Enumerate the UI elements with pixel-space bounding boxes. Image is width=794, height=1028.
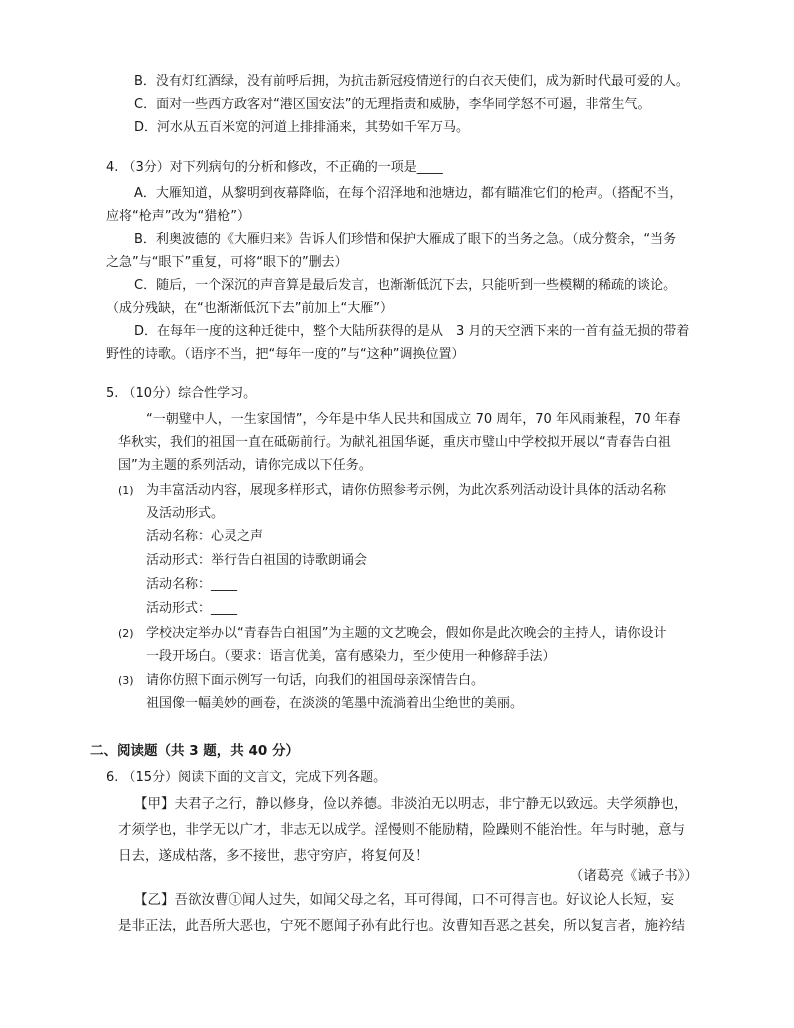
q5-sub2-line1: 学校决定举办以“青春告白祖国”为主题的文艺晚会，假如你是此次晚会的主持人，请你设计 [146, 626, 667, 641]
q4-option-a-line1: A．大雁知道，从黎明到夜幕降临，在每个沼泽地和池塘边，都有瞄准它们的枪声。（搭配不当， [134, 186, 683, 201]
section-heading-reading: 二、阅读题（共 3 题，共 40 分） [90, 743, 299, 759]
q4-option-d-line1: D．在每年一度的这种迁徙中，整个大陆所获得的是从 3 月的天空洒下来的一首有益无损的带着 [134, 324, 690, 339]
q6-jia-line1: 【甲】夫君子之行，静以修身，俭以养德。非淡泊无以明志，非宁静无以致远。夫学须静也， [134, 796, 688, 812]
q5-blank-form: 活动形式：____ [146, 601, 238, 616]
q6-yi-line1: 【乙】吾欲汝曹①闻人过失，如闻父母之名，耳可得闻，口不可得言也。好议论人长短，妄 [134, 892, 674, 908]
q4-stem: 4. （3分）对下列病句的分析和修改，不正确的一项是____ [106, 160, 443, 175]
q5-intro-line2: 华秋实，我们的祖国一直在砥砺前行。为献礼祖国华诞，重庆市璧山中学校拟开展以“青春告白祖 [118, 435, 671, 450]
q5-blank-name: 活动名称：____ [146, 577, 238, 592]
q5-sub2-number: (2) [118, 627, 134, 640]
q5-sub3-number: (3) [118, 674, 134, 687]
q5-example-form: 活动形式：举行告白祖国的诗歌朗诵会 [146, 553, 368, 568]
q4-option-b-line1: B．利奥波德的《大雁归来》告诉人们珍惜和保护大雁成了眼下的当务之急。（成分赘余，“当务 [134, 232, 677, 247]
q6-jia-line2: 才须学也，非学无以广才，非志无以成学。淫慢则不能励精，险躁则不能治性。年与时驰，意与 [118, 822, 685, 838]
q3-option-c: C．面对一些西方政客对“港区国安法”的无理指责和威胁，李华同学怒不可遏，非常生气。 [134, 97, 651, 112]
q6-yi-line2: 是非正法，此吾所大恶也，宁死不愿闻子孙有此行也。汝曹知吾恶之甚矣，所以复言者，施衿结 [118, 918, 685, 934]
q5-intro-line1: “一朝璧中人，一生家国情”，今年是中华人民共和国成立 70 周年，70 年风雨兼程，70 年春 [146, 412, 681, 427]
q5-stem: 5. （10分）综合性学习。 [106, 386, 257, 401]
q6-jia-line3: 日去，遂成枯落，多不接世，悲守穷庐，将复何及！ [118, 848, 429, 864]
q5-intro-line3: 国”为主题的系列活动，请你完成以下任务。 [118, 458, 372, 473]
q4-option-c-line2: （成分残缺，在“也渐渐低沉下去”前加上“大雁”） [106, 301, 393, 316]
q5-sub2-line2: 一段开场白。（要求：语言优美，富有感染力，至少使用一种修辞手法） [146, 649, 556, 664]
q5-sub1-line2: 及活动形式。 [146, 506, 225, 521]
q5-sub3-line2: 祖国像一幅美妙的画卷，在淡淡的笔墨中流淌着出尘绝世的美丽。 [146, 696, 524, 711]
q5-sub1-number: (1) [118, 484, 134, 497]
q4-option-b-line2: 之急”与“眼下”重复，可将“眼下的”删去） [106, 255, 348, 270]
q5-sub1-line1: 为丰富活动内容，展现多样形式，请你仿照参考示例，为此次系列活动设计具体的活动名称 [146, 483, 667, 498]
q4-option-c-line1: C．随后，一个深沉的声音算是最后发言，也渐渐低沉下去，只能听到一些模糊的稀疏的谈论。 [134, 278, 677, 293]
q6-stem: 6. （15分）阅读下面的文言文，完成下列各题。 [106, 770, 387, 785]
q4-option-a-line2: 应将“枪声”改为“猎枪”） [106, 209, 250, 224]
q3-option-b: B．没有灯红酒绿，没有前呼后拥，为抗击新冠疫情逆行的白衣天使们，成为新时代最可爱的人。 [134, 74, 689, 89]
q5-example-name: 活动名称：心灵之声 [146, 529, 264, 544]
q5-sub3-line1: 请你仿照下面示例写一句话，向我们的祖国母亲深情告白。 [146, 673, 485, 688]
q6-jia-source: （诸葛亮《诫子书》） [569, 868, 698, 884]
q3-option-d: D．河水从五百米宽的河道上排排涌来，其势如千军万马。 [134, 120, 470, 135]
q4-option-d-line2: 野性的诗歌。（语序不当，把“每年一度的”与“这种”调换位置） [106, 347, 465, 362]
